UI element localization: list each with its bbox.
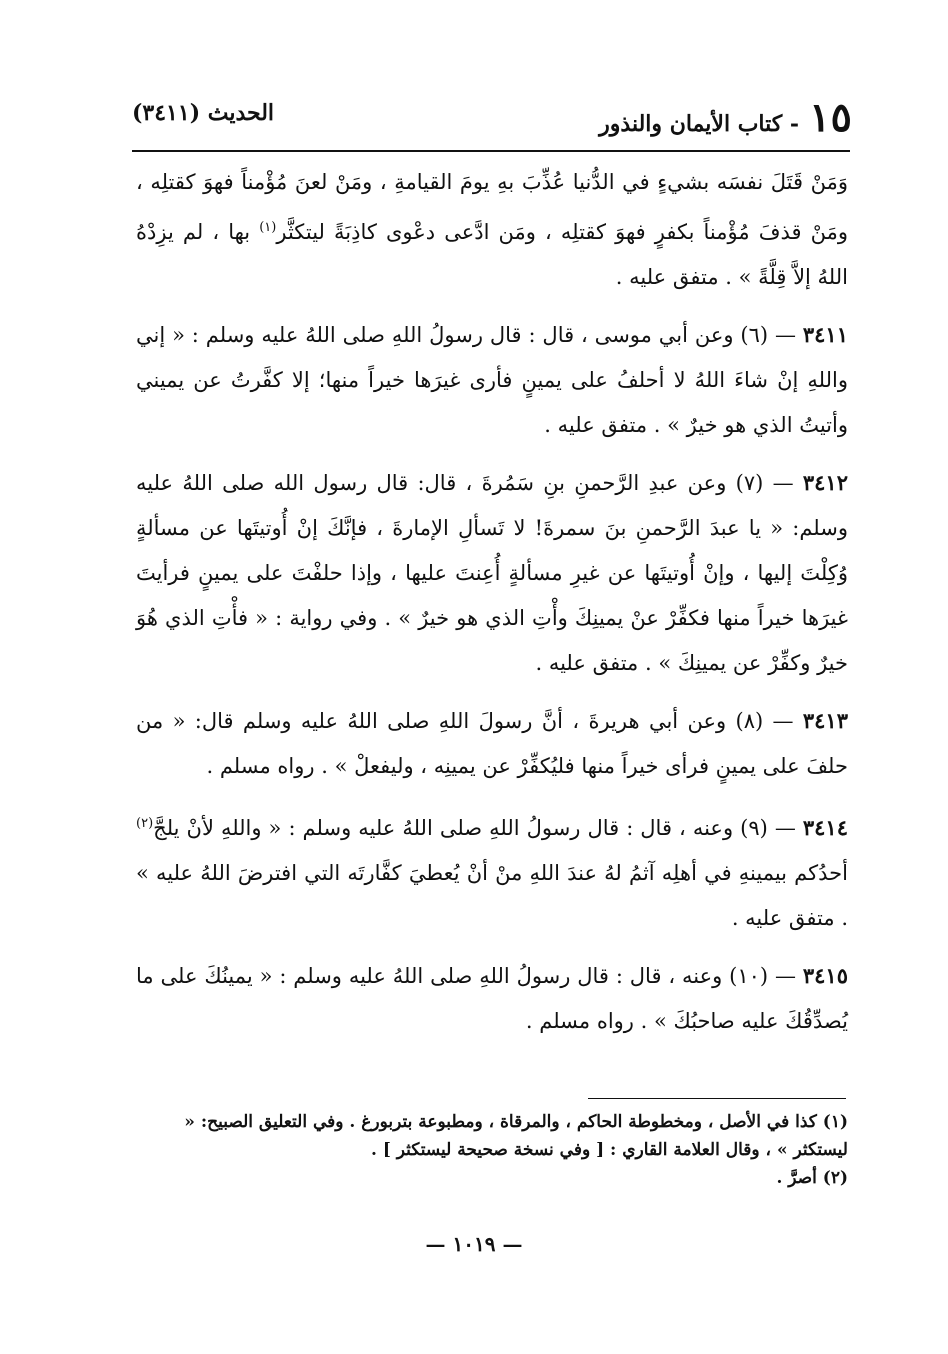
- hadith-3412: [136, 460, 848, 686]
- footnote-rule: [588, 1098, 846, 1099]
- chapter-number: ١٥: [809, 94, 852, 141]
- page-number: — ١٠١٩ —: [425, 1232, 523, 1256]
- hadith-text: — (٧) وعن عبدِ الرَّحمنِ بنِ سَمُرةَ ، قال: قال رسول الله صلى اللهُ عليه وسلم: « يا عبدَ الرَّحمنِ بنَ سمرةَ! لا تَسألِ الإمارةَ ، فإنَّكَ إنْ أُوتيتَها عن مسألةٍ وُكِلْتَ إليها ، وإنْ أُوتيتَها عن غيرِ مسألةٍ أُعِنتَ عليها ، وإذا حلفْتَ على يمينٍ فرأيتَ غيرَها خيراً منها فكفِّرْ عنْ يمينِكَ وأْتِ الذي هو خيرٌ » . وفي رواية : « فأْتِ الذي هُوَ خيرٌ وكفِّرْ عن يمينِكَ » . متفق عليه .: [136, 471, 848, 675]
- hadith-text: — (٩) وعنه ، قال : قال رسولُ اللهِ صلى اللهُ عليه وسلم : « واللهِ لأنْ يلجَّ: [153, 816, 796, 840]
- footnote-marker: (٢): [136, 816, 154, 831]
- footnote-2: (٢) أصرَّ .: [776, 1168, 848, 1188]
- hadith-number: ٣٤١٥: [802, 963, 848, 988]
- paragraph-text-after: بها ، لم يزِدْهُ اللهُ إلاَّ قِلَّةً » . متفق عليه .: [136, 220, 848, 289]
- hadith-number: ٣٤١٤: [802, 815, 848, 840]
- footnote-marker: (١): [259, 220, 277, 235]
- chapter-heading: [599, 94, 852, 141]
- hadith-range: الحديث (٣٤١١): [132, 100, 275, 126]
- paragraph-text: وَمَنْ قَتَلَ نفسَه بشيءٍ في الدُّنيا عُذِّبَ بهِ يومَ القيامةِ ، ومَنْ لعنَ مُؤْمناً فهوَ كقتلِه ، ومَنْ قذفَ مُؤْمناً بكفرٍ فهوَ كقتلِه ، ومَن ادَّعى دعْوى كاذِبَةً ليتكثَّر: [136, 170, 848, 244]
- hadith-text: — (١٠) وعنه ، قال : قال رسولُ اللهِ صلى اللهُ عليه وسلم : « يمينُكَ على ما يُصدِّقُكَ عليه صاحبُكَ » . رواه مسلم .: [136, 964, 848, 1033]
- page-header: [132, 92, 852, 146]
- hadith-3415: [136, 953, 848, 1044]
- hadith-number: ٣٤١٢: [802, 470, 848, 495]
- hadith-number: ٣٤١١: [802, 322, 848, 347]
- chapter-title: - كتاب الأيمان والنذور: [599, 111, 800, 137]
- paragraph-continuation: [136, 160, 848, 300]
- hadith-3411: [136, 312, 848, 448]
- hadith-text: — (٦) وعن أبي موسى ، قال : قال رسولُ اللهِ صلى اللهُ عليه وسلم : « إني واللهِ إنْ شاءَ اللهُ لا أحلفُ على يمينٍ فأرى غيرَها خيراً منها؛ إلا كفَّرتُ عن يميني وأتيتُ الذي هو خيرٌ » . متفق عليه .: [136, 323, 848, 437]
- page-body: [136, 160, 848, 1056]
- hadith-3413: [136, 698, 848, 789]
- footnote-1: (١) كذا في الأصل ، ومخطوطة الحاكم ، والمرقاة ، ومطبوعة بتربورغ . وفي التعليق الصبيح: « ليستكثر » ، وقال العلامة القاري : [ وفي نسخة صحيحة ليستكثر ] .: [184, 1112, 848, 1160]
- header-rule: [132, 150, 850, 152]
- hadith-text-after: أحدُكم بيمينهِ في أهلِه آثمُ لهُ عندَ اللهِ منْ أنْ يُعطيَ كفَّارتَه التي افترضَ اللهُ عليه » . متفق عليه .: [136, 861, 848, 930]
- hadith-3414: [136, 801, 848, 941]
- footnotes: [136, 1108, 848, 1192]
- hadith-text: — (٨) وعن أبي هريرةَ ، أنَّ رسولَ اللهِ صلى اللهُ عليه وسلم قال: « من حلفَ على يمينٍ فرأى خيراً منها فليُكفِّرْ عن يمينِه ، وليفعلْ » . رواه مسلم .: [136, 709, 848, 778]
- hadith-number: ٣٤١٣: [802, 708, 848, 733]
